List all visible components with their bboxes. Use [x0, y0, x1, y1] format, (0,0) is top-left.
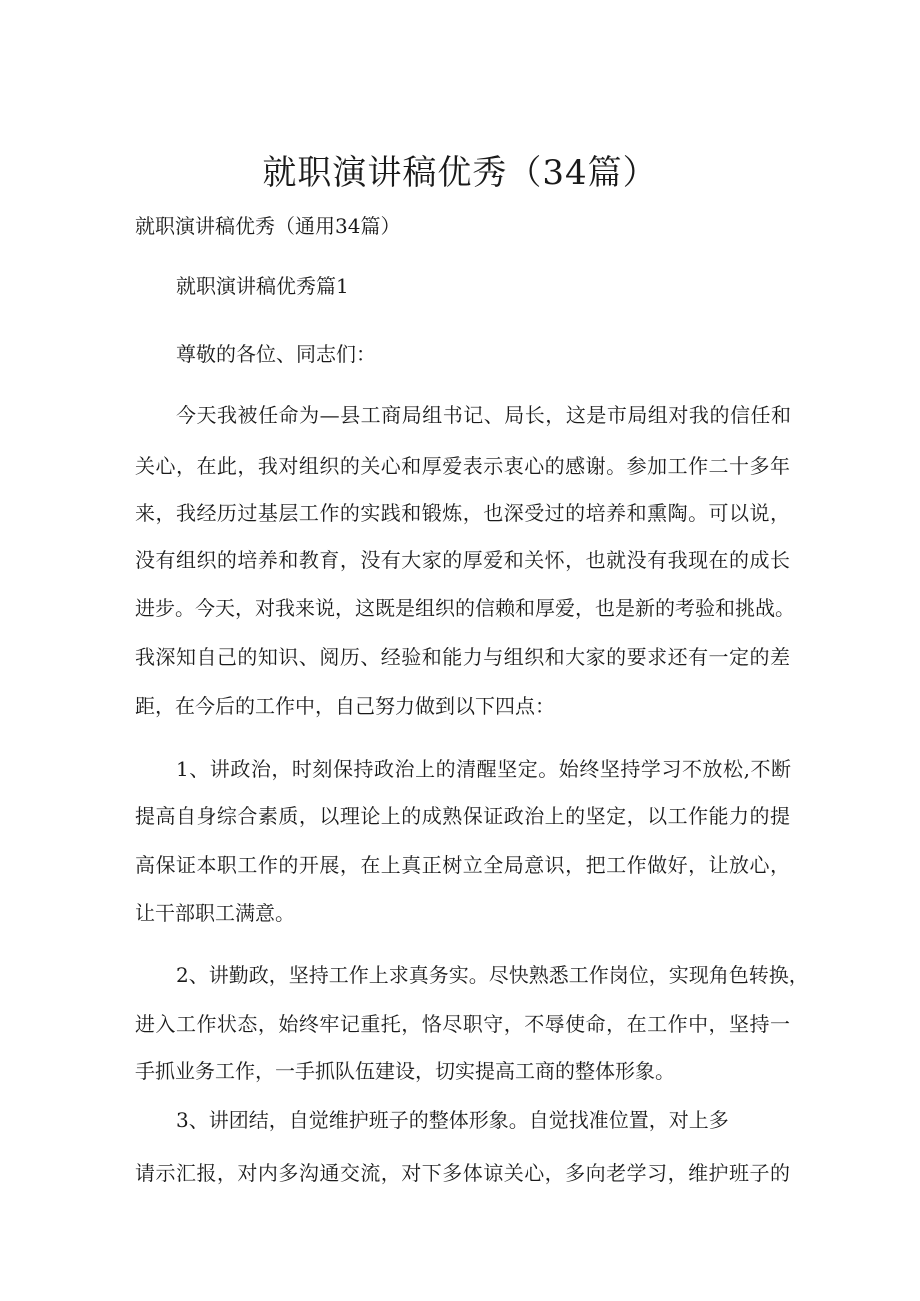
paragraph-1-line-7: 距，在今后的工作中，自己努力做到以下四点：: [135, 694, 555, 718]
paragraph-1-line-5: 进步。今天，对我来说，这既是组织的信赖和厚爱，也是新的考验和挑战。: [135, 596, 795, 620]
paragraph-1-line-6: 我深知自己的知识、阅历、经验和能力与组织和大家的要求还有一定的差: [135, 645, 790, 669]
paragraph-2-line-2: 提高自身综合素质，以理论上的成熟保证政治上的坚定，以工作能力的提: [135, 804, 790, 828]
paragraph-1-line-3: 来，我经历过基层工作的实践和锻炼，也深受过的培养和熏陶。可以说，: [135, 501, 790, 525]
paragraph-3-line-3: 手抓业务工作，一手抓队伍建设，切实提高工商的整体形象。: [135, 1059, 675, 1083]
paragraph-1-line-2: 关心，在此，我对组织的关心和厚爱表示衷心的感谢。参加工作二十多年: [135, 454, 790, 478]
paragraph-2-line-3: 高保证本职工作的开展，在上真正树立全局意识，把工作做好，让放心，: [135, 853, 790, 877]
paragraph-2-line-4: 让干部职工满意。: [135, 901, 295, 925]
document-subtitle: 就职演讲稿优秀（通用34篇）: [135, 214, 401, 238]
paragraph-2-line-1: 1、讲政治，时刻保持政治上的清醒坚定。始终坚持学习不放松,不断: [176, 757, 791, 781]
document-title: 就职演讲稿优秀（34篇）: [262, 153, 658, 193]
salutation: 尊敬的各位、同志们：: [176, 342, 376, 366]
paragraph-3-line-1: 2、讲勤政，坚持工作上求真务实。尽快熟悉工作岗位，实现角色转换，: [176, 963, 809, 987]
paragraph-1-line-1: 今天我被任命为—县工商局组书记、局长，这是市局组对我的信任和: [176, 403, 791, 427]
paragraph-3-line-2: 进入工作状态，始终牢记重托，恪尽职守，不辱使命，在工作中，坚持一: [135, 1012, 790, 1036]
section-heading: 就职演讲稿优秀篇1: [176, 274, 349, 298]
paragraph-1-line-4: 没有组织的培养和教育，没有大家的厚爱和关怀，也就没有我现在的成长: [135, 548, 790, 572]
paragraph-4-line-2: 请示汇报，对内多沟通交流，对下多体谅关心，多向老学习，维护班子的: [135, 1161, 790, 1185]
paragraph-4-line-1: 3、讲团结，自觉维护班子的整体形象。自觉找准位置，对上多: [176, 1108, 729, 1132]
